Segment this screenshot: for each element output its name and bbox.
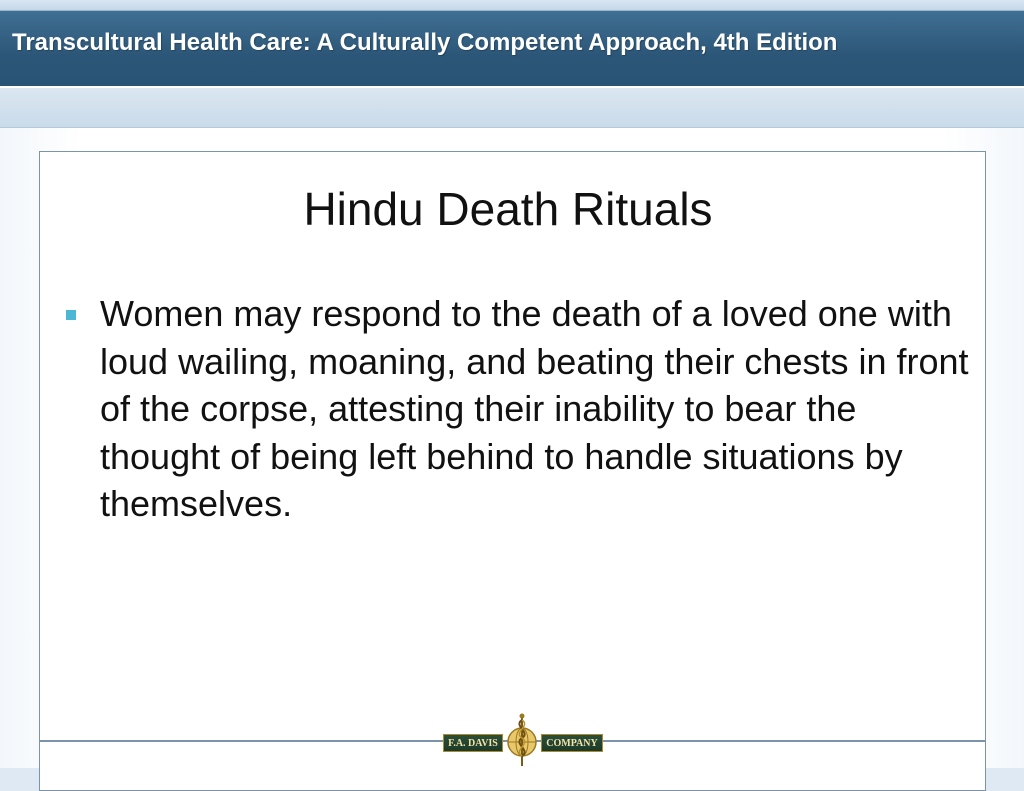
logo-left-text: F.A. DAVIS [443, 734, 503, 752]
publisher-logo [443, 712, 603, 768]
bullet-square-icon [66, 310, 76, 320]
logo-right-text: COMPANY [541, 734, 603, 752]
header-band [0, 88, 1024, 128]
top-strip [0, 0, 1024, 10]
book-title: Transcultural Health Care: A Culturally Competent Approach, 4th Edition [12, 29, 838, 56]
bullet-text: Women may respond to the death of a loved one with loud wailing, moaning, and beating their chests in front of the corpse, attesting their inability to bear the thought of being left behind to handle situations by themselves. [100, 293, 969, 524]
slide-title: Hindu Death Rituals [303, 183, 713, 235]
caduceus-globe-icon [501, 712, 543, 768]
content-panel [39, 151, 986, 791]
header-bar [0, 10, 1024, 88]
